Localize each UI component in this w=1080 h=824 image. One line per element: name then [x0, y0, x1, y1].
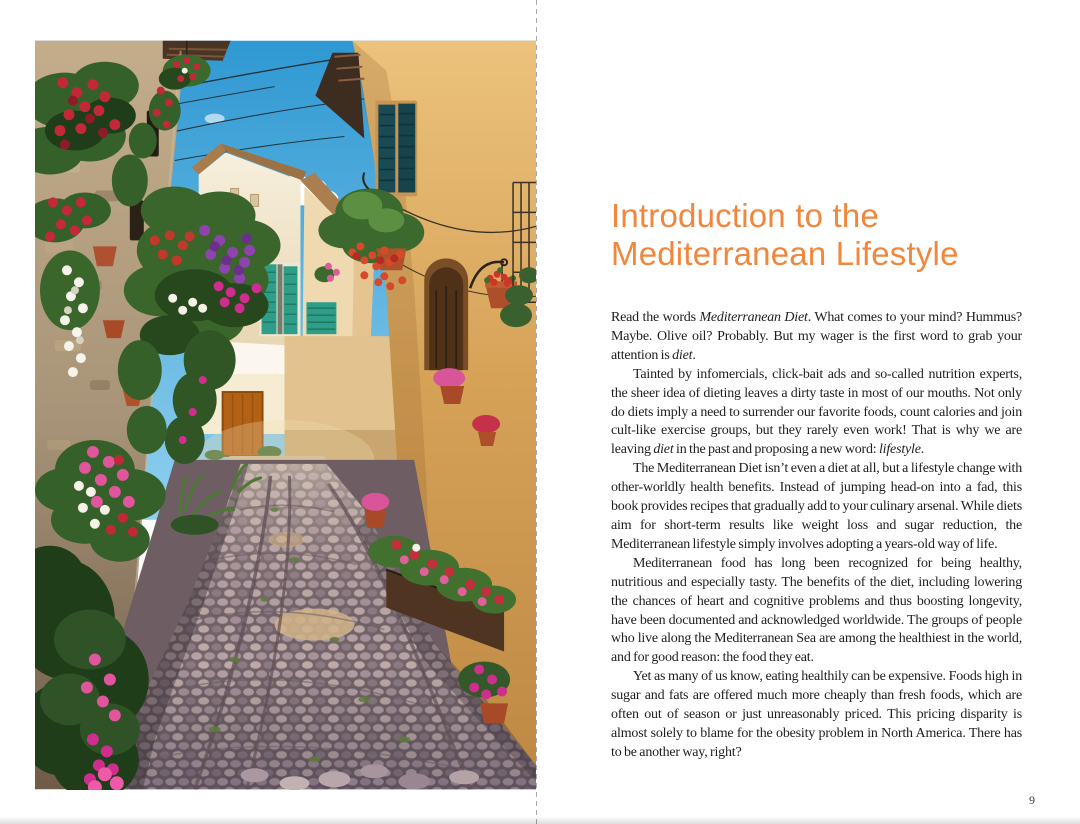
title-line-1: Introduction to the: [611, 197, 879, 234]
body-text: [611, 309, 1022, 763]
title-line-2: Mediterranean Lifestyle: [611, 235, 959, 272]
paragraph: The Mediterranean Diet isn’t even a diet at all, but a lifestyle change with other-worldly health benefits. Instead of jumping head-on into a fad, this book provides recipes that gradually add to your culinary arsenal. While diets aim for short-term results like weight loss and sugar reduction, the Mediterranean lifestyle simply involves adopting a years-old way of life.: [611, 461, 1022, 552]
street-photo: [35, 40, 536, 790]
paragraph: Yet as many of us know, eating healthily can be expensive. Foods high in sugar and fats are offered much more cheaply than fresh foods, which are often out of season or just unreasonably priced. This pricing disparity is almost solely to blame for the obesity problem in North America. There has to be another way, right?: [611, 669, 1022, 760]
paragraph: Mediterranean food has long been recognized for being healthy, nutritious and especially tasty. The benefits of the diet, including lowering the chances of heart and cognitive problems and thus boosting longevity, have been documented and acknowledged worldwide. The groups of people who live along the Mediterranean Sea are among the healthiest in the world, and for good reason: the food they eat.: [611, 555, 1022, 666]
page-number: 9: [1029, 793, 1035, 807]
teal-awning: [306, 302, 336, 334]
page-title: [611, 197, 1022, 273]
page-gutter-dashed-line: [536, 0, 537, 824]
page-bottom-edge: [0, 816, 1080, 824]
paragraph: Tainted by infomercials, click-bait ads and so-called nutrition experts, the sheer idea of dieting leaves a dirty taste in most of our mouths. Not only do diets imply a need to surrender our favorite foods, count calories and join cult-like exercise groups, but they rarely even work! That is why we are leaving diet in the past and proposing a new word: lifestyle.: [611, 366, 1022, 458]
sun-patch: [275, 609, 355, 641]
intro-section: [611, 197, 1022, 763]
paragraph: Read the words Mediterranean Diet. What comes to your mind? Hummus? Maybe. Olive oil? Probably. But my wager is the first word to grab your attention is diet.: [611, 310, 1022, 363]
dark-shutter-window: [375, 101, 417, 197]
